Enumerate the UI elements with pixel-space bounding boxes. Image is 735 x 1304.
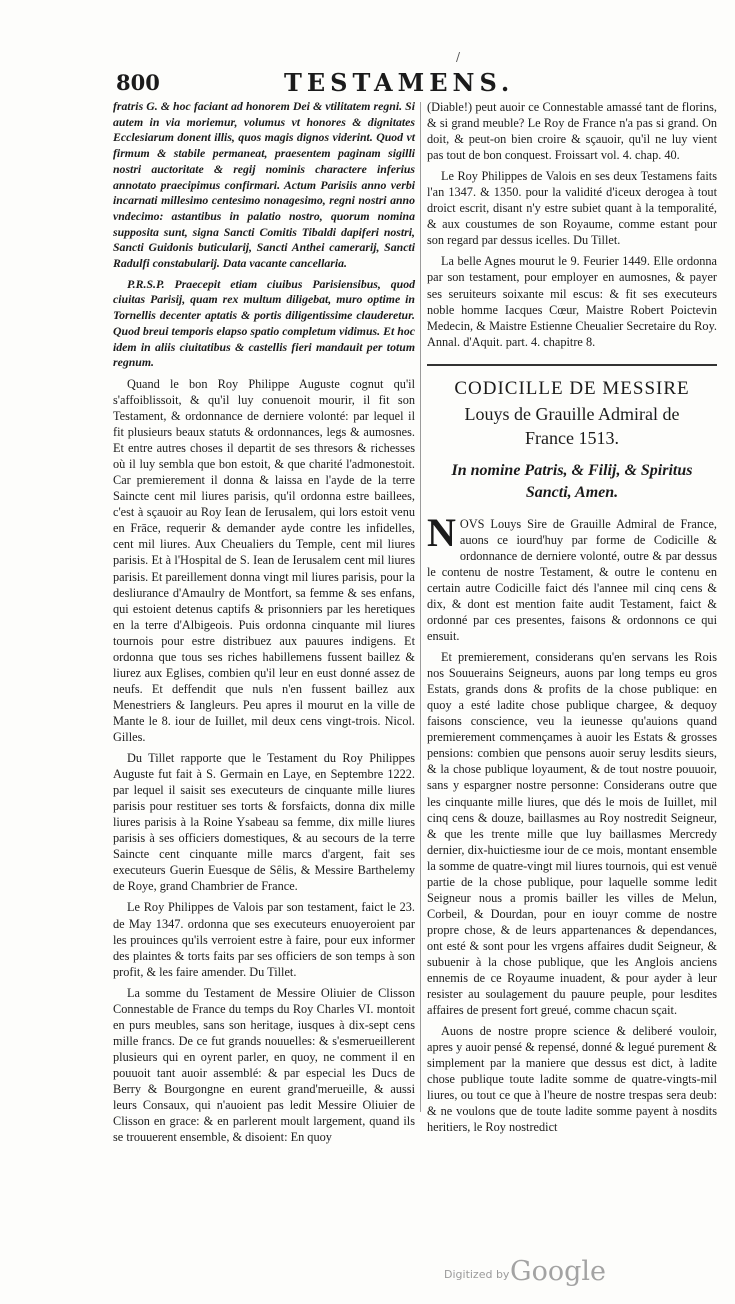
- section-rule: [427, 364, 717, 366]
- google-logo: Google: [510, 1256, 606, 1287]
- digitized-by-label: Digitized by: [444, 1268, 510, 1281]
- drop-cap: N: [427, 509, 456, 555]
- body-paragraph: (Diable!) peut auoir ce Connestable amassé tant de florins, & si grand meuble? Le Roy de France n'a pas si grand. On doit, & peut-on bien croire & sçauoir, qu'il ne luy vient pas tout de bon conquest. Froissart vol. 4. chap. 40.: [427, 100, 717, 163]
- body-paragraph: La belle Agnes mourut le 9. Feurier 1449. Elle ordonna par son testament, pour employer en aumosnes, & payer ses seruiteurs soixante mil escus: & fit ses executeurs noble homme Iacques Cœur, Maistre Robert Poictevin Medecin, & Maistre Estienne Cheualier Secretaire du Roy. Annal. d'Aquit. part. 4. chapitre 8.: [427, 254, 717, 349]
- left-column: [113, 99, 415, 1145]
- body-paragraph: Auons de nostre propre science & deliberé vouloir, apres y auoir pensé & repensé, donné & legué purement & simplement par la maniere que dessus est dict, à ladite chose publique toute ladite somme de quatre-vingts-mil liures, ou tout ce que à l'heure de nostre trespas sera deub: & ne voulons que de toute ladite somme payent à nosdits heritiers, le Roy nostredict: [427, 1024, 717, 1135]
- codicil-opening-text: OVS Louys Sire de Grauille Admiral de France, auons ce iourd'huy par forme de Codicille & ordonnance de derniere volonté, outre & par dessus le contenu de nostre Testament, & outre le contenu en certain autre Codicille faict dés l'annee mil cinq cens & dix, & dont est mention faite audit Testament, faict & ordonné par ces presentes, faisons & ordonnons ce qui ensuit.: [427, 516, 717, 644]
- printer-mark: /: [456, 50, 461, 64]
- page-header: [116, 66, 716, 100]
- digitized-watermark: [444, 1256, 624, 1290]
- page-number: 800: [116, 70, 160, 95]
- body-paragraph: Du Tillet rapporte que le Testament du Roy Philippes Auguste fut fait à S. Germain en Laye, en Septembre 1222. par lequel il saisit ses executeurs de cinquante mille liures parisis pour restituer ses torts & forsfaicts, donna dix mille liures parisis à la Roine Ysabeau sa femme, dix mille liures parisis à ses officiers domestiques, & au secours de la terre Saincte cent cinquante mille marcs d'argent, fait ses executeurs Guerin Euesque de Sêlis, & Messire Barthelemy de Roye, grand Chambrier de France.: [113, 751, 415, 894]
- latin-paragraph: P.R.S.P. Praecepit etiam ciuibus Parisiensibus, quod ciuitas Parisij, quam rex multum diligebat, muro optime in Tornellis decenter aptatis & portis diligentissime clauderetur. Quod breui temporis elapso spatio completum vidimus. Et hoc idem in aliis ciuitatibus & castellis fieri mandauit per totum regnum.: [113, 276, 415, 370]
- codicil-subtitle-line1: Louys de Grauille Admiral de: [464, 403, 680, 424]
- body-paragraph: Et premierement, considerans qu'en servans les Rois nos Souuerains Seigneurs, auons par long temps eu gros Estats, grands dons & profits de la chose publique: en quoy a esté ladite chose publique chargee, & dequoy faisons conscience, veu la ieunesse qu'auions quand premierement commençames à auoir les Estats & grosses pensions: combien que pensons auoir seruy lesdits sieurs, & la chose publique loyaument, & de tout nostre pouuoir, sans y espargner nostre personne: Considerans outre que les cinquante mille liures, que dés le mois de Iuillet, mil cinq cens & douze, baillasmes au Roy nostredit Seigneur, & que les trente mille que luy baillasmes Mercredy dernier, dix-huictiesme iour de ce mois, montant ensemble la somme de quatre-vingt mil liures tournois, qui est venuë partie de la chose publique, pour laquelle somme ledit Seigneur nous a promis bailler les villes de Melun, Corbeil, & Dourdan, pour en iouyr comme de nostre propre chose, & de leurs appartenances & dependances, ont esté & sont pour les vrgens affaires dudit Seigneur, & subuenir à la chose publique, que les Anglois anciens ennemis de ce Royaume inuadent, & pour ayder à leur resister au soulagement du pauure peuple, pour lesdites affaires de present fort greué, comme chacun sçait.: [427, 650, 717, 1018]
- body-paragraph: Le Roy Philippes de Valois en ses deux Testamens faits l'an 1347. & 1350. pour la validité d'iceux derogea à tout droict escrit, disant n'y estre subiet quant à la temporalité, & aux coustumes de son Royaume, comme estant pour son regard par dessus icelles. Du Tillet.: [427, 169, 717, 248]
- body-paragraph: La somme du Testament de Messire Oliuier de Clisson Connestable de France du temps du Roy Charles VI. montoit en purs meubles, sans son heritage, iusques à dix-sept cens mille francs. De ce fut grands nouuelles: & s'esmerueillerent plusieurs qui en oyrent parler, en quoy, ne comment il en pouuoit tant auoir assemblé: & par especial les Ducs de Berry & Bourgongne en eurent grand'merueille, & aussi leurs Consaux, qui n'auoient pas ledit Messire Oliuier de Clisson en grace: & en parlerent moult largement, quand ils se trouuerent ensemble, & disoient: En quoy: [113, 985, 415, 1145]
- codicil-opening-paragraph: [427, 509, 717, 644]
- body-paragraph: Le Roy Philippes de Valois par son testament, faict le 23. de May 1347. ordonna que ses executeurs enuoyeroient par les prouinces qu'ils verroient estre à faire, pour eux informer des plaintes & torts faits par ses officiers de son temps à son profit, & les faire amender. Du Tillet.: [113, 900, 415, 979]
- codicil-title: CODICILLE DE MESSIRE: [454, 377, 690, 399]
- right-column: [427, 99, 717, 1249]
- codicil-subtitle-line2: France 1513.: [525, 427, 619, 448]
- running-title: TESTAMENS.: [284, 68, 515, 97]
- column-divider: [420, 102, 421, 1112]
- body-paragraph: Quand le bon Roy Philippe Auguste cognut qu'il s'affoiblissoit, & qu'il luy conuenoit mourir, il fit son Testament, & ordonnance de derniere volonté: par lequel il fit plusieurs beaux statuts & ordonnances, legs & aumosnes. Et entre autres choses il departit de ses thresors & richesses où il luy sembla que bon estoit, & que charité l'admonestoit. Car premierement il donna & laissa en l'ayde de la terre Saincte cent mil liures parisis, qu'il ordonna estre baillees, c'est à sçauoir au Roy Iean de Ierusalem, qui lors estoit venu en Frāce, requerir & demander ayde contre les infidelles, cent mil liures. Aux Cheualiers du Temple, cent mil liures parisis. Et à l'Hospital de S. Iean de Ierusalem cent mil liures parisis. Et pareillement donna vingt mil liures parisis, pour la desliurance d'Amaulry de Montfort, sa femme & ses enfans, qui estoient detenus captifs & prisonniers par les heretiques en la terre d'Albigeois. Puis ordonna cinquante mil liures tournois pour estre distribuez aux pauures indigens. Et ordonna que tous ses riches habillemens fussent baillez & liurez aux Eglises, combien qu'il leur en eust donné assez de neufs. Et deffendit que nuls n'en fussent baillez aux Menestriers & Iangleurs. Peu apres il mourut en la ville de Mante le 8. iour de Iuillet, mil deux cens vingt-trois. Nicol. Gilles.: [113, 376, 415, 744]
- latin-paragraph: fratris G. & hoc faciant ad honorem Dei & vtilitatem regni. Si autem in via moriemur, volumus vt honores & dignitates Ecclesiarum donent illis, quos magis dignos viderint. Quod vt firmum & stabile permaneat, praesentem paginam sigilli nostri auctoritate & regij nominis charactere inferius annotato praecipimus confirmari. Actum Parisiis anno verbi incarnati millesimo centesimo nonagesimo, regni nostri anno vndecimo: astantibus in palatio nostro, quorum nomina supposita sunt, signa Sancti Comitis Tibaldi dapiferi nostri, Sancti Guidonis buticularij, Sancti Anthei camerarij, Sancti Radulfi constabularij. Data vacante cancellaria.: [113, 99, 415, 271]
- invocation: In nomine Patris, & Filij, & Spiritus Sancti, Amen.: [451, 461, 693, 501]
